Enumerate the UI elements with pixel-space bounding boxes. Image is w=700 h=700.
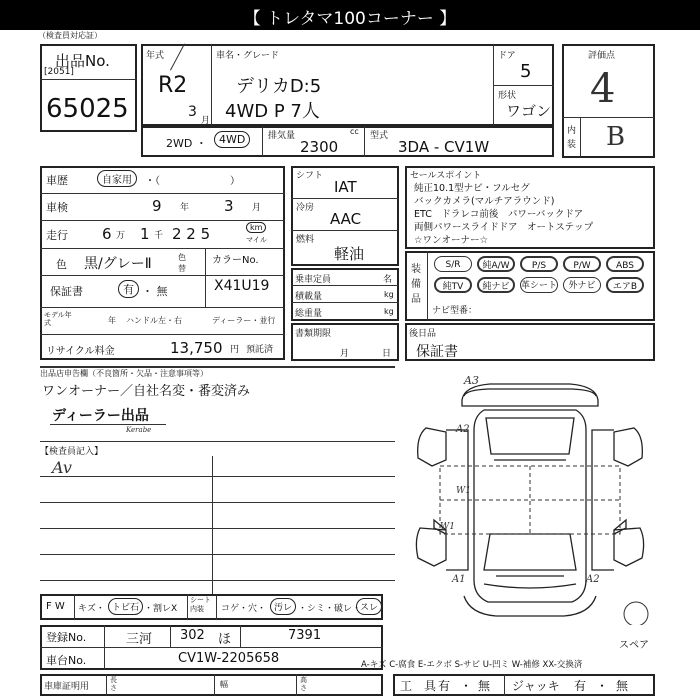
tools-none: 無 [478,679,491,693]
mileage-unit-mile: マイル [246,236,267,244]
notes-line-2: ディーラー出品 [52,408,149,424]
jack-have: 有 [574,679,587,693]
seat-items: コゲ・穴・ [221,604,267,614]
interior-label: 内装 [567,126,577,150]
equipment-label: 装備品 [411,264,421,305]
damage-a2-bottom: A2 [586,574,600,585]
type-value: 3DA - CV1W [398,138,490,156]
spare-tire-icon [624,602,648,625]
sales-line-4: 両側パワースライドドア オートステップ [414,222,594,233]
color-value: 黒/グレーⅡ [84,256,152,272]
notes-line-1: ワンオーナー／自社名変・番変済み [42,384,251,399]
reg-num: 302 [180,628,205,643]
damage-a3: A3 [464,374,479,387]
lot-label: 出品No. [55,52,110,70]
fw-mid: ・割レX [144,604,178,614]
sales-label: セールスポイント [410,171,482,181]
tools-have: 有 [438,679,451,693]
inspection-year-unit: 年 [180,203,190,213]
papers-label: 書類期限 [295,329,332,339]
lot-number: 65025 [46,94,129,124]
seat-label: シート内装 [190,596,211,613]
wheel-front-right [614,528,644,566]
warranty-rest: ・ 無 [142,285,168,298]
later-label: 後日品 [409,329,437,339]
equipment-option: ABS [606,256,644,272]
reg-num2: 7391 [288,628,322,643]
jack-sep: ・ [596,679,609,693]
chassis-value: CV1W-2205658 [178,651,280,666]
equipment-option: P/S [520,256,558,272]
gross-label: 総重量 [295,309,323,319]
tools-sep: ・ [460,679,473,693]
mileage-unit-km: km [246,222,266,233]
spare-label: スペア [619,640,649,651]
model-year-label: モデル年式 [44,311,72,327]
reg-area: 三河 [126,632,153,647]
nav-model-label: ナビ型番： [432,306,478,316]
score-value: 4 [590,66,616,112]
equipment-option: エアB [606,277,644,293]
cert-label: 車庫証明用 [44,682,90,692]
model-label: 車名・グレード [216,51,280,61]
shape-value: ワゴン [506,102,552,120]
shift-value: IAT [334,178,357,196]
history-selected: 自家用 [97,170,137,187]
displacement-unit: cc [350,127,359,136]
inspection-label: 車検 [46,201,68,214]
capacity-unit: 名 [383,275,393,285]
ac-value: AAC [330,210,362,228]
sales-line-3: ETC ドラレコ前後 パワーバックドア [414,209,584,220]
ac-label: 冷房 [296,203,315,213]
fw-sel-stone: トビ石 [108,598,143,615]
seat-sel-dirt: 汚レ [270,598,296,615]
recycle-note: 預託済 [246,345,274,355]
equipment-option: S/R [434,256,472,272]
fw-label: F W [46,601,65,612]
handle-label: ハンドル [126,316,158,325]
sales-line-5: ☆ワンオーナー☆ [414,235,489,246]
fuel-label: 燃料 [296,235,315,245]
drive-text: 2WD ・ [166,137,207,150]
car-body [474,410,586,602]
reg-label: 登録No. [46,631,87,644]
fw-items: キズ・ [78,604,105,614]
lot-code: [2051] [44,67,74,77]
inspection-month-unit: 月 [252,203,262,213]
type-label: 型式 [370,131,389,141]
color-no-label: カラーNo. [212,255,259,266]
damage-a2-top: A2 [456,424,470,435]
warranty-selected: 有 [118,280,139,298]
doors-label: ドア [498,51,516,61]
cert-width: 幅 [220,680,228,689]
cert-len: 長さ [110,676,117,692]
cert-box [40,674,383,696]
load-label: 積載量 [295,292,323,302]
equipment-option: 純TV [434,277,472,293]
wheel-front-left [416,528,446,566]
warranty-label: 保証書 [50,285,83,298]
displacement-label: 排気量 [268,131,296,141]
mileage-v2: 1 [140,225,150,243]
load-unit: kg [384,290,394,299]
mileage-label: 走行 [46,229,68,242]
mileage-u1: 万 [116,231,126,241]
doors-value: 5 [520,61,532,82]
color-no-value: X41U19 [214,278,270,294]
damage-w1b: W1 [440,522,455,532]
chassis-label: 車台No. [46,654,87,667]
recycle-label: リサイクル料金 [46,346,115,357]
header-title: 【 トレタマ100コーナー 】 [243,9,457,29]
equipment-option: 革シート [520,277,558,293]
sales-line-2: バックカメラ(マルチアラウンド) [414,196,555,207]
top-note: （検査員対応証） [38,31,102,40]
inspector-note: Av [52,458,72,477]
equipment-option: 純ナビ [477,277,515,293]
wheel-rear-left [418,428,446,466]
wheel-rear-right [614,428,642,466]
equipment-option: 外ナビ [563,277,601,293]
color-label: 色 [56,258,67,271]
notes-title: 出品店申告欄（不良箇所・欠品・注意事項等） [40,369,208,378]
shape-label: 形状 [498,91,517,101]
papers-day: 日 [382,349,392,359]
damage-a1: A1 [452,574,466,585]
model-grade: 4WD P 7人 [225,101,320,122]
car-damage-diagram [404,370,656,625]
inspector-label: 【検査員記入】 [40,447,104,457]
color-change-label: 色替 [178,253,186,273]
recycle-unit: 円 [230,345,240,355]
displacement-value: 2300 [300,138,339,156]
gross-unit: kg [384,307,394,316]
damage-legend: A-キズ C-腐食 E-エクボ S-サビ U-凹ミ W-補修 XX-交換済 [361,660,583,670]
year-month-unit: 月 [201,116,211,126]
handle-opts: 左・右 [158,316,182,325]
cert-height: 高さ [300,676,307,692]
jack-none: 無 [616,679,629,693]
interior-value: B [606,122,626,152]
shift-label: シフト [296,171,324,181]
model-name: デリカD:5 [236,76,322,97]
recycle-value: 13,750 [170,339,223,357]
score-label: 評価点 [588,51,616,61]
equipment-option: P/W [563,256,601,272]
history-rest: ・（ ） [145,176,240,187]
seat-sel-rub: スレ [356,598,382,615]
year-label: 年式 [146,51,165,61]
rear-bumper [462,384,598,406]
inspection-year: 9 [152,197,162,215]
sales-line-1: 純正10.1型ナビ・フルセグ [414,183,530,194]
history-label: 車歴 [46,174,68,187]
mileage-v1: 6 [102,225,112,243]
jack-label: ジャッキ [512,679,560,693]
dealer-opts: ディーラー・並行 [212,316,276,325]
notes-sign: Kerabe [126,426,152,434]
papers-month: 月 [340,349,350,359]
mileage-v3: 2 2 5 [172,225,211,243]
reg-kana: ほ [218,632,232,647]
equipment-option: 純A/W [477,256,515,272]
damage-w1a: W1 [456,486,471,496]
mileage-u2: 千 [154,231,164,241]
seat-items-3: ・シミ・破レ・ [298,604,362,614]
tools-label: 工 具 [400,679,437,693]
year-era: R2 [158,73,188,98]
inspection-month: 3 [224,197,234,215]
year-month: 3 [188,104,197,120]
capacity-label: 乗車定員 [295,275,332,285]
later-value: 保証書 [416,344,458,360]
fuel-value: 軽油 [334,245,365,263]
model-year-unit: 年 [108,316,116,325]
drive-selected: 4WD [214,131,250,148]
